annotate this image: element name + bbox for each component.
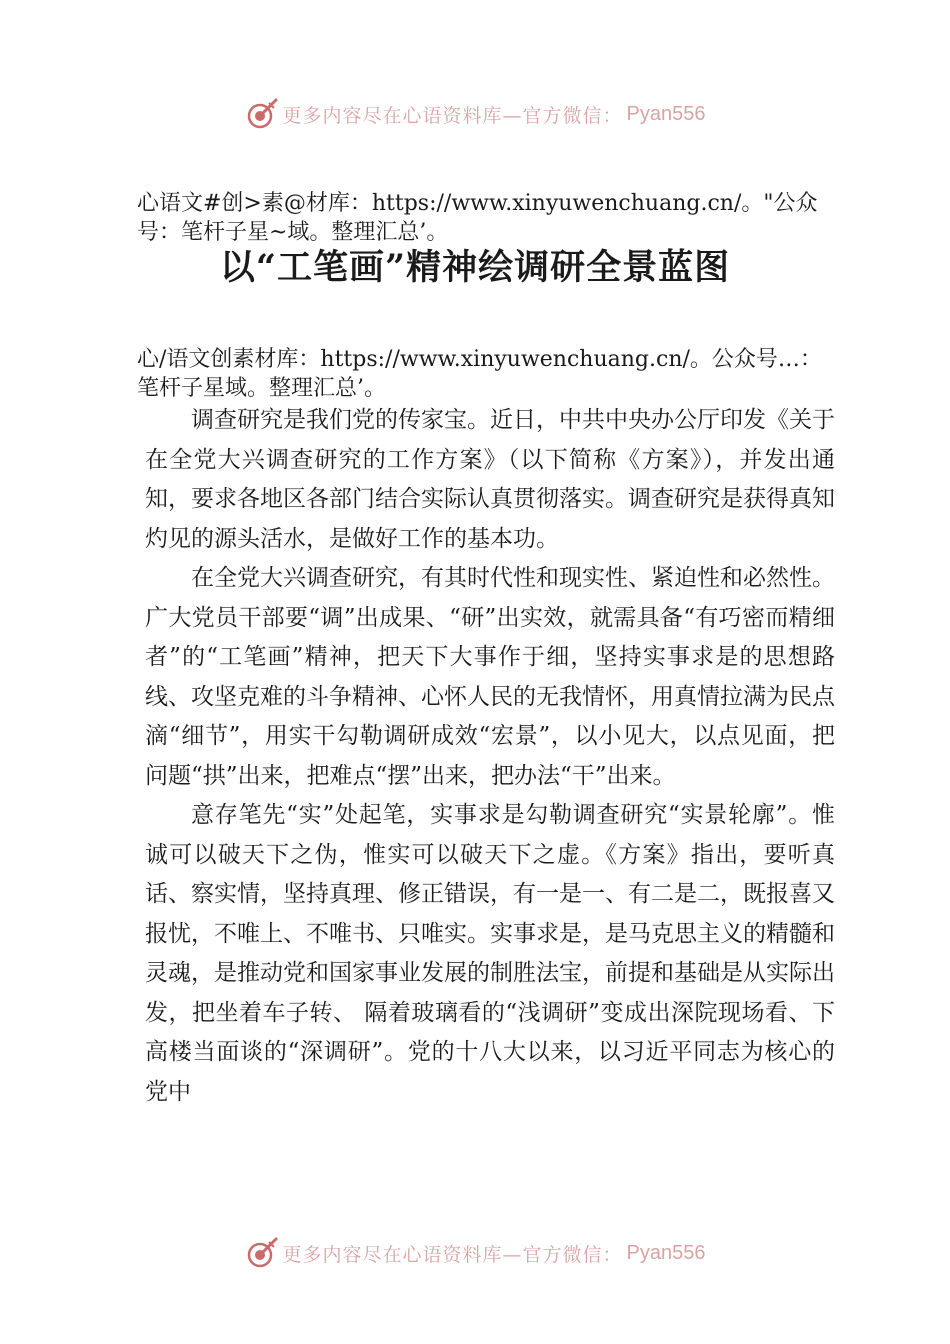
paragraph: 在全党大兴调查研究，有其时代性和现实性、紧迫性和必然性。广大党员干部要“调”出成果、“研”出实效，就需具备“有巧密而精细者”的“工笔画”精神，把天下大事作于细，坚持实事求是的思想路线、攻坚克难的斗争精神、心怀人民的无我情怀，用真情拉满为民点滴“细节”，用实干勾勒调研成效“宏景”，以小见大，以点见面，把问题“拱”出来，把难点“摆”出来，把办法“干”出来。: [145, 565, 835, 789]
banner-text: 更多内容尽在心语资料库—官方微信：: [282, 104, 623, 127]
article-body: [145, 401, 835, 1112]
banner-text: 更多内容尽在心语资料库—官方微信：: [282, 1243, 623, 1266]
paragraph: 调查研究是我们党的传家宝。近日，中共中央办公厅印发《关于在全党大兴调查研究的工作方案》（以下简称《方案》），并发出通知，要求各地区各部门结合实际认真贯彻落实。调查研究是获得真知灼见的源头活水，是做好工作的基本功。: [145, 407, 835, 552]
source-note: 心语文#创>素@材库：https://www.xinyuwenchuang.cn/。"公众号：笔杆子星~域。整理汇总’。: [137, 191, 818, 245]
paragraph: 意存笔先“实”处起笔，实事求是勾勒调查研究“实景轮廓”。惟诚可以破天下之伪，惟实可以破天下之虚。《方案》指出，要听真话、察实情，坚持真理、修正错误，有一是一、有二是二，既报喜又报忧，不唯上、不唯书、只唯实。实事求是，是马克思主义的精髓和灵魂，是推动党和国家事业发展的制胜法宝，前提和基础是从实际出发，把坐着车子转、 隔着玻璃看的“浅调研”变成出深院现场看、下高楼当面谈的“深调研”。党的十八大以来，以习近平同志为核心的党中: [145, 802, 835, 1105]
footer-watermark-banner: [0, 1233, 950, 1273]
banner-wechat-id: Pyan556: [626, 1241, 706, 1264]
pen-logo-icon: [245, 97, 279, 131]
source-note-secondary: 心/语文创素材库：https://www.xinyuwenchuang.cn/。公众号…：笔杆子星域。整理汇总’。: [137, 347, 822, 401]
pen-logo-icon: [245, 1236, 279, 1270]
page-title: 以“工笔画”精神绘调研全景蓝图: [219, 247, 731, 288]
header-watermark-banner: [0, 94, 950, 134]
banner-wechat-id: Pyan556: [626, 102, 706, 125]
